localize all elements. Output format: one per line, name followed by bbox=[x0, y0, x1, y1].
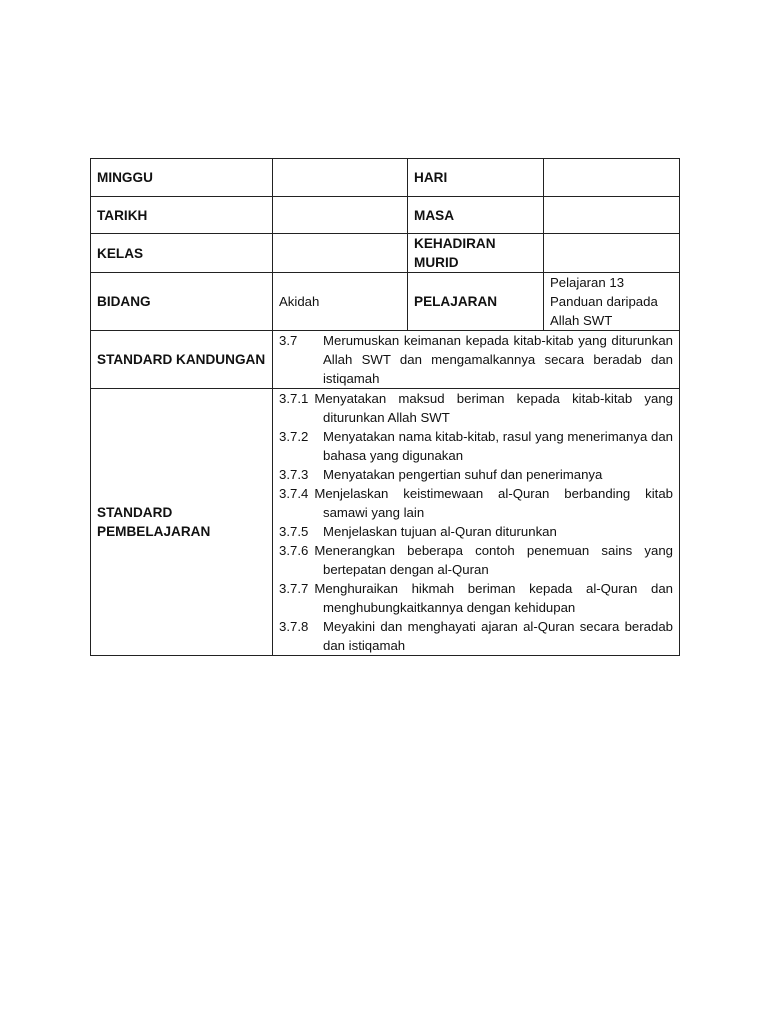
item-text: Meyakini dan menghayati ajaran al-Quran secara beradab dan istiqamah bbox=[323, 619, 673, 653]
kehadiran-label-line1: KEHADIRAN bbox=[414, 236, 496, 251]
item-code: 3.7.6 bbox=[279, 543, 309, 558]
pelajaran-label: PELAJARAN bbox=[408, 273, 544, 331]
kelas-label: KELAS bbox=[91, 234, 273, 273]
list-item bbox=[279, 484, 673, 522]
list-item bbox=[279, 579, 673, 617]
list-item bbox=[279, 617, 673, 655]
item-text: Menghuraikan hikmah beriman kepada al-Quran dan menghubungkaitkannya dengan kehidupan bbox=[314, 581, 673, 615]
kelas-value bbox=[273, 234, 408, 273]
tarikh-value bbox=[273, 197, 408, 234]
item-text: Menyatakan maksud beriman kepada kitab-kitab yang diturunkan Allah SWT bbox=[314, 391, 673, 425]
row-tarikh bbox=[91, 197, 680, 234]
row-kelas bbox=[91, 234, 680, 273]
item-text: Menyatakan pengertian suhuf dan penerimanya bbox=[323, 467, 603, 482]
standard-kandungan-label: STANDARD KANDUNGAN bbox=[91, 331, 273, 389]
hari-value bbox=[544, 159, 680, 197]
kehadiran-murid-value bbox=[544, 234, 680, 273]
item-code: 3.7.8 bbox=[279, 619, 309, 634]
pelajaran-value-line1: Pelajaran 13 bbox=[550, 275, 625, 290]
standard-pembelajaran-label bbox=[91, 389, 273, 656]
standard-pembelajaran-label-line2: PEMBELAJARAN bbox=[97, 524, 211, 539]
row-standard-kandungan bbox=[91, 331, 680, 389]
row-standard-pembelajaran bbox=[91, 389, 680, 656]
bidang-value: Akidah bbox=[273, 273, 408, 331]
list-item bbox=[279, 389, 673, 427]
item-text: Menerangkan beberapa contoh penemuan sains yang bertepatan dengan al-Quran bbox=[314, 543, 673, 577]
item-text: Menjelaskan tujuan al-Quran diturunkan bbox=[323, 524, 557, 539]
item-code: 3.7.1 bbox=[279, 391, 309, 406]
tarikh-label: TARIKH bbox=[91, 197, 273, 234]
row-minggu bbox=[91, 159, 680, 197]
item-code: 3.7.3 bbox=[279, 467, 309, 482]
item-text: Menyatakan nama kitab-kitab, rasul yang menerimanya dan bahasa yang digunakan bbox=[323, 429, 673, 463]
list-item bbox=[279, 541, 673, 579]
masa-label: MASA bbox=[408, 197, 544, 234]
standard-kandungan-item bbox=[279, 331, 673, 388]
standard-kandungan-text: Merumuskan keimanan kepada kitab-kitab yang diturunkan Allah SWT dan mengamalkannya secara beradab dan istiqamah bbox=[323, 333, 673, 386]
list-item bbox=[279, 427, 673, 465]
row-bidang bbox=[91, 273, 680, 331]
list-item bbox=[279, 522, 673, 541]
list-item bbox=[279, 465, 673, 484]
standard-pembelajaran-list bbox=[273, 389, 680, 656]
item-code: 3.7.2 bbox=[279, 429, 309, 444]
standard-pembelajaran-label-line1: STANDARD bbox=[97, 505, 173, 520]
pelajaran-value bbox=[544, 273, 680, 331]
pelajaran-value-line3: Allah SWT bbox=[550, 313, 613, 328]
hari-label: HARI bbox=[408, 159, 544, 197]
item-code: 3.7.5 bbox=[279, 524, 309, 539]
item-code: 3.7.4 bbox=[279, 486, 309, 501]
pelajaran-value-line2: Panduan daripada bbox=[550, 294, 658, 309]
masa-value bbox=[544, 197, 680, 234]
minggu-label: MINGGU bbox=[91, 159, 273, 197]
kehadiran-label-line2: MURID bbox=[414, 255, 459, 270]
item-text: Menjelaskan keistimewaan al-Quran berbanding kitab samawi yang lain bbox=[314, 486, 673, 520]
kehadiran-murid-label bbox=[408, 234, 544, 273]
standard-kandungan-value bbox=[273, 331, 680, 389]
bidang-label: BIDANG bbox=[91, 273, 273, 331]
item-code: 3.7.7 bbox=[279, 581, 309, 596]
standard-kandungan-code: 3.7 bbox=[279, 333, 298, 348]
lesson-plan-table bbox=[90, 158, 680, 656]
minggu-value bbox=[273, 159, 408, 197]
